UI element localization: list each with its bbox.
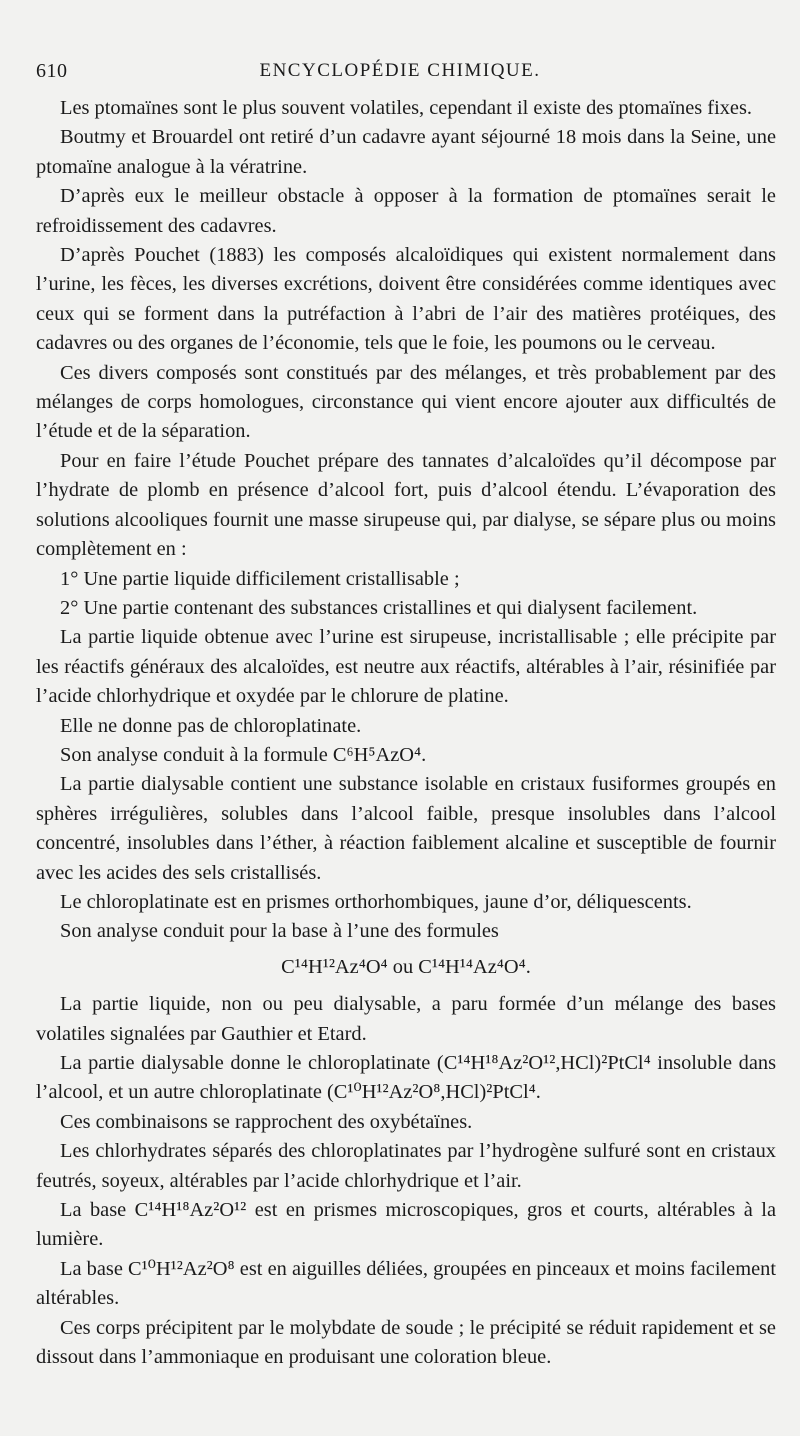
paragraph: Pour en faire l’étude Pouchet prépare des tannates d’alcaloïdes qu’il décompose par l’hydrate de plomb en présence d’alcool fort, puis d’alcool étendu. L’évaporation des solutions alcooliques fournit une masse sirupeuse qui, par dialyse, se sépare plus ou moins complètement en : [36,449,776,561]
paragraph: Son analyse conduit pour la base à l’une des formules [60,920,499,943]
paragraph: La partie dialysable donne le chloroplatinate (C¹⁴H¹⁸Az²O¹²,HCl)²PtCl⁴ insoluble dans l’alcool, et un autre chloroplatinate (C¹⁰H¹²Az²O⁸,HCl)²PtCl⁴. [36,1052,776,1104]
paragraph: D’après Pouchet (1883) les composés alcaloïdiques qui existent normalement dans l’urine, les fèces, les diverses excrétions, doivent être considérées comme identiques avec ceux qui se forment dans la putréfaction à l’abri de l’air des matières protéiques, des cadavres ou des organes de l’économie, tels que le foie, les poumons ou le cerveau. [36,244,776,355]
paragraph: La partie dialysable contient une substance isolable en cristaux fusiformes groupés en sphères irrégulières, solubles dans l’alcool faible, presque insolubles dans l’alcool concentré, insolubles dans l’éther, à réaction faiblement alcaline et susceptible de fournir avec les acides des sels cristallisés. [36,773,776,884]
paragraph: Ces divers composés sont constitués par des mélanges, et très probablement par des mélanges de corps homologues, circonstance qui vient encore ajouter aux difficultés de l’étude et de la séparation. [36,361,776,443]
page-number: 610 [36,60,68,82]
running-title: ENCYCLOPÉDIE CHIMIQUE. [259,60,541,81]
paragraph: La base C¹⁴H¹⁸Az²O¹² est en prismes microscopiques, gros et courts, altérables à la lumière. [36,1199,776,1251]
page-body [36,94,776,1372]
paragraph: La partie liquide, non ou peu dialysable, a paru formée d’un mélange des bases volatiles signalées par Gauthier et Etard. [36,993,776,1045]
list-item: 1° Une partie liquide difficilement cristallisable ; [60,567,460,590]
paragraph: Ces combinaisons se rapprochent des oxybétaïnes. [60,1110,473,1133]
paragraph: La partie liquide obtenue avec l’urine est sirupeuse, incristallisable ; elle précipite par les réactifs généraux des alcaloïdes, est neutre aux réactifs, altérables à l’air, résinifiée par l’acide chlorhydrique et oxydée par le chlorure de platine. [36,626,776,708]
paragraph: D’après eux le meilleur obstacle à opposer à la formation de ptomaïnes serait le refroidissement des cadavres. [36,185,776,237]
paragraph: Elle ne donne pas de chloroplatinate. [60,714,362,737]
formula-line: C¹⁴H¹²Az⁴O⁴ ou C¹⁴H¹⁴Az⁴O⁴. [281,955,531,978]
paragraph: Les chlorhydrates séparés des chloroplatinates par l’hydrogène sulfuré sont en cristaux feutrés, soyeux, altérables par l’acide chlorhydrique et l’air. [36,1140,776,1192]
paragraph: Ces corps précipitent par le molybdate de soude ; le précipité se réduit rapidement et se dissout dans l’ammoniaque en produisant une coloration bleue. [36,1316,776,1369]
paragraph: Le chloroplatinate est en prismes orthorhombiques, jaune d’or, déliquescents. [60,890,692,913]
paragraph: Les ptomaïnes sont le plus souvent volatiles, cependant il existe des ptomaïnes fixes. [60,97,753,119]
paragraph: Son analyse conduit à la formule C⁶H⁵AzO⁴. [60,743,427,766]
page-header [36,60,764,90]
paragraph: Boutmy et Brouardel ont retiré d’un cadavre ayant séjourné 18 mois dans la Seine, une ptomaïne analogue à la vératrine. [36,126,776,178]
list-item: 2° Une partie contenant des substances cristallines et qui dialysent facilement. [60,596,698,619]
paragraph: La base C¹⁰H¹²Az²O⁸ est en aiguilles déliées, groupées en pinceaux et moins facilement altérables. [36,1257,776,1310]
